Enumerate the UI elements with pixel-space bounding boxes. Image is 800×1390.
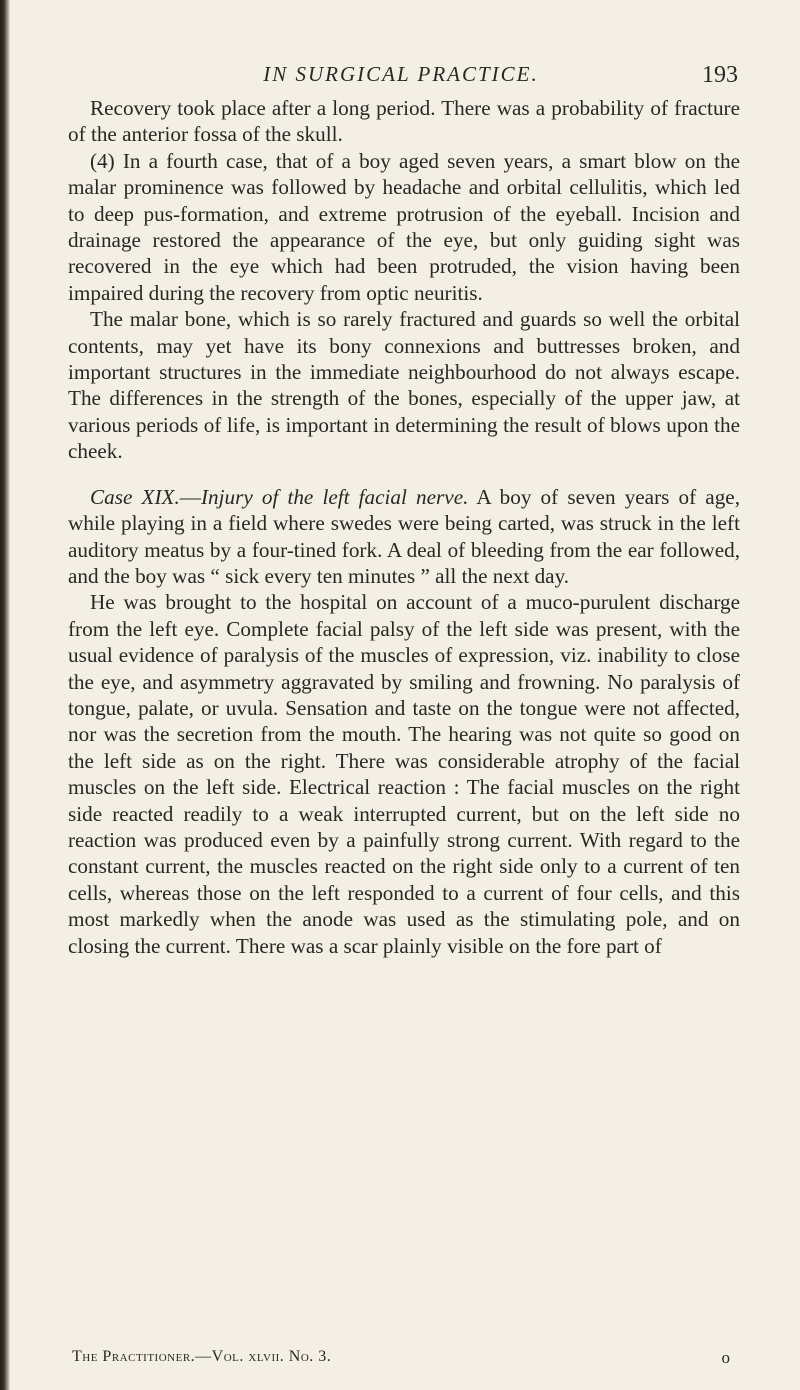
paragraph-malar-bone: The malar bone, which is so rarely fractured and guards so well the orbital contents, may yet have its bony connexions and buttresses broken, and important structures in the immediate neighbourhood do not always escape. The differences in the strength of the bones, especially of the upper jaw, at various periods of life, is important in determining the result of blows upon the cheek. (68, 307, 740, 464)
case-body: A boy of seven years of age, while playing in a field where swedes were being carted, was struck in the left auditory meatus by a four-tined fork. A deal of bleeding from the ear followed, and the boy was “ sick every ten minutes ” all the next day. (68, 484, 740, 588)
running-title: IN SURGICAL PRACTICE. (263, 62, 539, 86)
case-dash: — (179, 484, 201, 509)
journal-signature: The Practitioner.—Vol. xlvii. No. 3. (72, 1348, 332, 1365)
case-label: Case XIX. (90, 484, 180, 509)
paragraph-fourth-case: (4) In a fourth case, that of a boy aged seven years, a smart blow on the malar prominence was followed by headache and orbital cellulitis, which led to deep pus-formation, and extreme protrusion of the eyeball. Incision and drainage restored the appearance of the eye, but only guiding sight was recovered in the eye which had been protruded, the vision having been impaired during the recovery from optic neuritis. (68, 148, 740, 305)
signature-mark: o (721, 1348, 730, 1367)
page-number: 193 (702, 62, 738, 88)
body-text (68, 95, 740, 959)
paragraph-hospital: He was brought to the hospital on account of a muco-purulent discharge from the left eye. Complete facial palsy of the left side was present, with the usual evidence of paralysis of the muscles of expression, viz. inability to close the eye, and asymmetry aggravated by smiling and frowning. No paralysis of tongue, palate, or uvula. Sensation and taste on the tongue were not affected, nor was the secretion from the mouth. The hearing was not quite so good on the left side as on the right. There was considerable atrophy of the facial muscles on the left side. Electrical reaction : The facial muscles on the right side reacted readily to a weak interrupted current, but on the left side no reaction was produced even by a painfully strong current. With regard to the constant current, the muscles reacted on the right side only to a current of ten cells, whereas those on the left responded to a current of four cells, and this most markedly when the anode was used as the stimulating pole, and on closing the current. There was a scar plainly visible on the fore part of (68, 590, 740, 958)
running-head (56, 62, 746, 92)
paragraph-recovery: Recovery took place after a long period. There was a probability of fracture of the anterior fossa of the skull. (68, 96, 740, 147)
paragraph-case-xix (68, 484, 740, 590)
page-footer (72, 1348, 730, 1372)
case-title: Injury of the left facial nerve. (200, 484, 469, 509)
binding-edge (0, 0, 10, 1390)
